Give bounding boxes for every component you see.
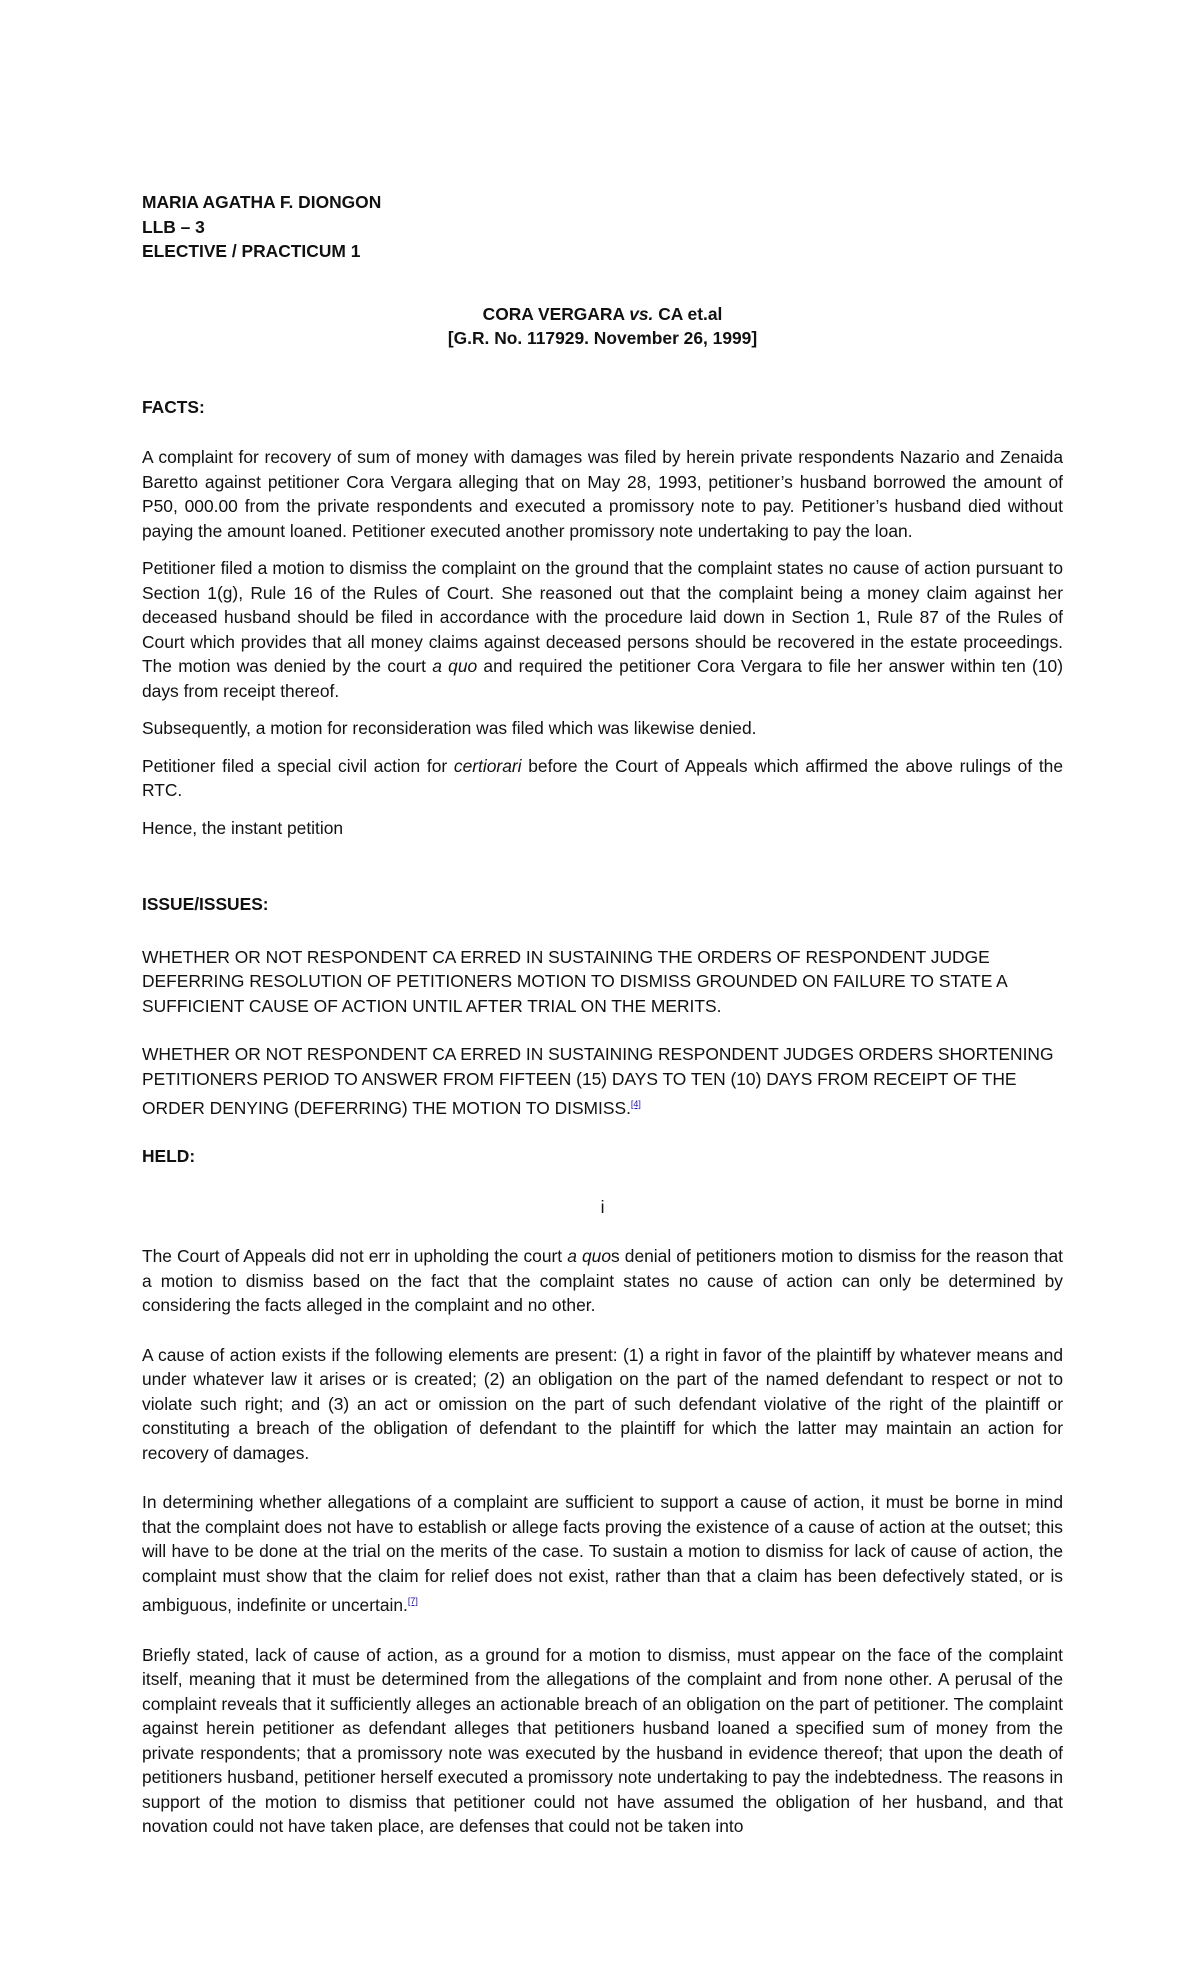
case-title-vs: vs. [629,303,654,324]
facts-paragraph-4 [142,754,1063,803]
course-label: ELECTIVE / PRACTICUM 1 [142,241,361,261]
issue-2 [142,1042,1063,1120]
facts-paragraph-2 [142,556,1063,703]
held-heading: HELD: [142,1146,196,1167]
issues-heading: ISSUE/ISSUES: [142,894,269,914]
facts-paragraph-3: Subsequently, a motion for reconsideration was filed which was likewise denied. [142,718,757,738]
case-title-part1: CORA VERGARA [482,303,630,324]
held-p1-text-a: The Court of Appeals did not err in upholding the court [142,1246,568,1267]
issue-2-text: WHETHER OR NOT RESPONDENT CA ERRED IN SUSTAINING RESPONDENT JUDGES ORDERS SHORTENING PETITIONERS PERIOD TO ANSWER FROM FIFTEEN (15) DAYS TO TEN (10) DAYS FROM RECEIPT OF THE ORDER DENYING (DEFERRING) THE MOTION TO DISMISS. [142,1044,1054,1118]
held-paragraph-3 [142,1490,1063,1617]
issue-1: WHETHER OR NOT RESPONDENT CA ERRED IN SUSTAINING THE ORDERS OF RESPONDENT JUDGE DEFERRING RESOLUTION OF PETITIONERS MOTION TO DISMISS GROUNDED ON FAILURE TO STATE A SUFFICIENT CAUSE OF ACTION UNTIL AFTER TRIAL ON THE MERITS. [142,946,1007,1016]
held-paragraph-2: A cause of action exists if the following elements are present: (1) a right in favor of the plaintiff by whatever means and under whatever law it arises or is created; (2) an obligation on the part of the named defendant to respect or not to violate such right; and (3) an act or omission on the part of such defendant violative of the right of the plaintiff or constituting a breach of the obligation of defendant to the plaintiff for which the latter may maintain an action for recovery of damages. [142,1344,1063,1463]
case-title [142,302,1063,327]
footnote-link-7[interactable]: [7] [407,1596,418,1607]
case-title-block [142,302,1063,351]
facts-paragraph-1: A complaint for recovery of sum of money with damages was filed by herein private respondents Nazario and Zenaida Baretto against petitioner Cora Vergara alleging that on May 28, 1993, petitioner’s husband borrowed the amount of P50, 000.00 from the private respondents and executed a promissory note to pay. Petitioner’s husband died without paying the amount loaned. Petitioner executed another promissory note undertaking to pay the loan. [142,447,1063,541]
facts-paragraph-5: Hence, the instant petition [142,817,344,838]
document-page [142,190,1063,1839]
case-citation: [G.R. No. 117929. November 26, 1999] [447,328,758,348]
held-paragraph-4: Briefly stated, lack of cause of action, as a ground for a motion to dismiss, must appear on the face of the complaint itself, meaning that it must be determined from the allegations of the complaint and from none other. A perusal of the complaint reveals that it sufficiently alleges an actionable breach of an obligation on the part of petitioner. The complaint against herein petitioner as defendant alleges that petitioners husband loaned a specified sum of money from the private respondents; that a promissory note was executed by the husband in evidence thereof; that upon the death of petitioners husband, petitioner herself executed a promissory note undertaking to pay the indebtedness. The reasons in support of the motion to dismiss that petitioner could not have assumed the obligation of her husband, and that novation could not have taken place, are defenses that could not be taken into [142,1644,1063,1837]
facts-p2-italic: a quo [432,656,478,676]
facts-p2-text-a: Petitioner filed a motion to dismiss the complaint on the ground that the complaint states no cause of action pursuant to Section 1(g), Rule 16 of the Rules of Court. She reasoned out that the complaint being a money claim against her deceased husband should be filed in accordance with the procedure laid down in Section 1, Rule 87 of the Rules of Court which provides that all money claims against deceased persons should be recovered in the estate proceedings. The motion was denied by the court [142,558,1063,676]
facts-p2-text-b: and required the petitioner Cora Vergara to file her answer within ten (10) days from receipt thereof. [142,656,1063,701]
held-p1-italic: a quo [567,1246,611,1267]
program-label: LLB – 3 [142,216,205,237]
facts-p4-italic: certiorari [453,755,522,776]
facts-heading: FACTS: [142,396,205,417]
case-title-part2: CA et.al [653,303,723,324]
facts-p4-text-b: before the Court of Appeals which affirmed the above rulings of the RTC. [142,755,1063,800]
held-p3-text: In determining whether allegations of a complaint are sufficient to support a cause of action, it must be borne in mind that the complaint does not have to establish or allege facts proving the existence of a cause of action at the outset; this will have to be done at the trial on the merits of the case. To sustain a motion to dismiss for lack of cause of action, the complaint must show that the claim for relief does not exist, rather than that a claim has been defectively stated, or is ambiguous, indefinite or uncertain. [142,1492,1063,1616]
author-name: MARIA AGATHA F. DIONGON [142,192,382,212]
held-p1-text-b: s denial of petitioners motion to dismiss for the reason that a motion to dismiss based on the fact that the complaint states no cause of action can only be determined by considering the facts alleged in the complaint and no other. [142,1246,1063,1316]
facts-p4-text-a: Petitioner filed a special civil action for [142,755,454,776]
held-paragraph-1 [142,1244,1063,1318]
held-roman-numeral: i [600,1196,605,1217]
footnote-link-4[interactable]: [4] [630,1099,641,1109]
